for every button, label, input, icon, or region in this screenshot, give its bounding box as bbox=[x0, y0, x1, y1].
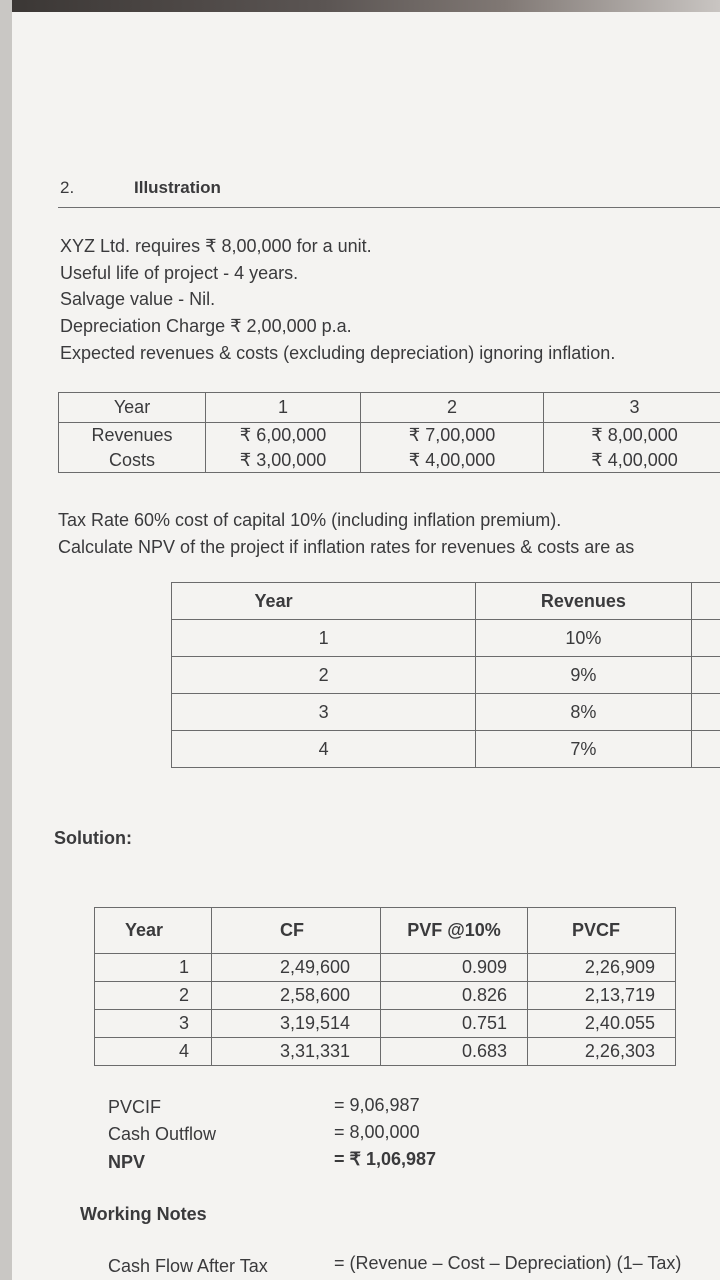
year-cell: 4 bbox=[95, 1038, 212, 1066]
table-header-row bbox=[59, 393, 720, 423]
year-cell: 3 bbox=[172, 694, 476, 731]
row-label-cell bbox=[59, 423, 206, 473]
table-header-cell: PVF @10% bbox=[381, 908, 528, 954]
year-cell: 4 bbox=[172, 731, 476, 768]
pvf-cell: 0.826 bbox=[381, 982, 528, 1010]
table-row bbox=[95, 982, 676, 1010]
pvcf-cell: 2,26,303 bbox=[528, 1038, 676, 1066]
pvf-cell: 0.909 bbox=[381, 954, 528, 982]
summary-label-cash-outflow: Cash Outflow bbox=[108, 1124, 217, 1144]
table-row bbox=[172, 657, 720, 694]
npv-table bbox=[94, 907, 676, 1066]
pvcf-cell: 2,13,719 bbox=[528, 982, 676, 1010]
heading-rule bbox=[58, 207, 720, 208]
inflation-table bbox=[171, 582, 720, 768]
problem-line: Expected revenues & costs (excluding depreciation) ignoring inflation. bbox=[60, 343, 616, 363]
table-row bbox=[172, 731, 720, 768]
revenue-cost-table bbox=[58, 392, 720, 473]
year-cell: 2 bbox=[95, 982, 212, 1010]
pvf-cell: 0.751 bbox=[381, 1010, 528, 1038]
table-header-cell: Revenues bbox=[476, 583, 692, 620]
cost-value: ₹ 3,00,000 bbox=[239, 449, 327, 470]
year-cell: 2 bbox=[172, 657, 476, 694]
table-header-cell: PVCF bbox=[528, 908, 676, 954]
summary-value-cash-outflow: = 8,00,000 bbox=[334, 1122, 420, 1142]
table-header-cell: Year bbox=[95, 908, 212, 954]
cash-flow-formula: = (Revenue – Cost – Depreciation) (1– Tax) bbox=[334, 1253, 682, 1273]
rate-cell: 9% bbox=[476, 657, 692, 694]
table-row bbox=[172, 694, 720, 731]
table-empty-cell bbox=[691, 731, 720, 768]
table-empty-cell bbox=[691, 657, 720, 694]
revenue-value: ₹ 8,00,000 bbox=[591, 424, 678, 445]
photo-left-edge bbox=[0, 0, 12, 1280]
table-row bbox=[95, 954, 676, 982]
cf-cell: 2,58,600 bbox=[212, 982, 381, 1010]
table-header-row bbox=[172, 583, 720, 620]
year-cell: 3 bbox=[95, 1010, 212, 1038]
table-row bbox=[95, 1038, 676, 1066]
table-header-row bbox=[95, 908, 676, 954]
summary-value-npv: = ₹ 1,06,987 bbox=[334, 1149, 437, 1169]
row-label: Revenues bbox=[91, 424, 173, 445]
cf-cell: 2,49,600 bbox=[212, 954, 381, 982]
table-header-cell: 1 bbox=[206, 393, 361, 423]
table-cell bbox=[206, 423, 361, 473]
pvf-cell: 0.683 bbox=[381, 1038, 528, 1066]
year-cell: 1 bbox=[95, 954, 212, 982]
table-row bbox=[95, 1010, 676, 1038]
problem-line: XYZ Ltd. requires ₹ 8,00,000 for a unit. bbox=[60, 236, 372, 256]
problem-line: Depreciation Charge ₹ 2,00,000 p.a. bbox=[60, 316, 352, 336]
table-cell bbox=[544, 423, 720, 473]
table-empty-cell bbox=[691, 583, 720, 620]
problem-line: Salvage value - Nil. bbox=[60, 289, 216, 309]
table-header-cell: 2 bbox=[361, 393, 544, 423]
table-empty-cell bbox=[691, 694, 720, 731]
summary-value-pvcif: = 9,06,987 bbox=[334, 1095, 420, 1115]
revenue-value: ₹ 6,00,000 bbox=[239, 424, 327, 445]
table-row bbox=[172, 620, 720, 657]
row-label: Costs bbox=[108, 449, 155, 470]
year-cell: 1 bbox=[172, 620, 476, 657]
table-cell bbox=[361, 423, 544, 473]
cost-value: ₹ 4,00,000 bbox=[408, 449, 496, 470]
solution-label: Solution: bbox=[54, 828, 132, 848]
summary-label-pvcif: PVCIF bbox=[108, 1097, 162, 1117]
tax-line: Calculate NPV of the project if inflation rates for revenues & costs are as bbox=[58, 537, 635, 557]
table-header-cell: 3 bbox=[544, 393, 720, 423]
cost-value: ₹ 4,00,000 bbox=[591, 449, 678, 470]
section-number: 2. bbox=[60, 178, 75, 197]
rate-cell: 7% bbox=[476, 731, 692, 768]
rate-cell: 8% bbox=[476, 694, 692, 731]
table-header-cell: CF bbox=[212, 908, 381, 954]
summary-label-npv: NPV bbox=[108, 1152, 146, 1172]
pvcf-cell: 2,26,909 bbox=[528, 954, 676, 982]
revenue-value: ₹ 7,00,000 bbox=[408, 424, 496, 445]
pvcf-cell: 2,40.055 bbox=[528, 1010, 676, 1038]
cf-cell: 3,19,514 bbox=[212, 1010, 381, 1038]
table-row bbox=[59, 423, 720, 473]
problem-line: Useful life of project - 4 years. bbox=[60, 263, 299, 283]
cash-flow-label: Cash Flow After Tax bbox=[108, 1256, 268, 1276]
table-header-cell: Year bbox=[172, 583, 476, 620]
table-empty-cell bbox=[691, 620, 720, 657]
tax-line: Tax Rate 60% cost of capital 10% (including inflation premium). bbox=[58, 510, 562, 530]
cf-cell: 3,31,331 bbox=[212, 1038, 381, 1066]
section-title: Illustration bbox=[134, 178, 221, 197]
rate-cell: 10% bbox=[476, 620, 692, 657]
working-notes-title: Working Notes bbox=[80, 1204, 207, 1224]
table-header-cell: Year bbox=[59, 393, 206, 423]
